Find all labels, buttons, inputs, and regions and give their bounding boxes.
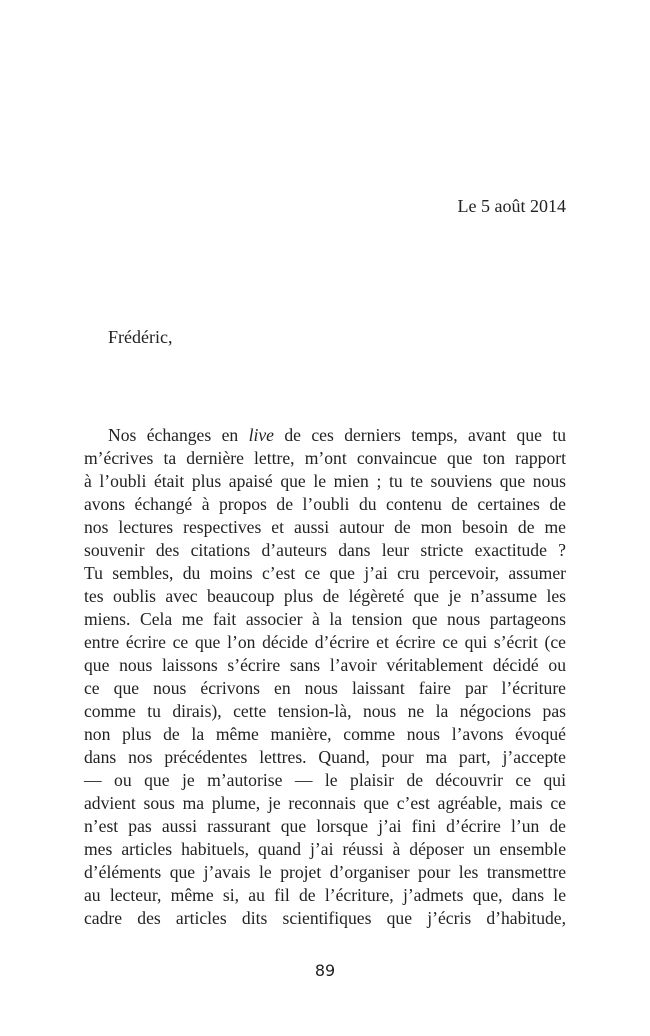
page-number: 89 [314, 961, 336, 980]
body-line: non plus de la même manière, comme nous l’avons évoqué [84, 724, 566, 744]
body-line-text: de ces derniers temps, avant que tu [273, 425, 566, 445]
body-line: m’écrives ta dernière lettre, m’ont convaincue que ton rapport [84, 448, 566, 468]
body-line: ce que nous écrivons en nous laissant faire par l’écriture [84, 678, 566, 698]
body-line: miens. Cela me fait associer à la tension que nous partageons [84, 609, 566, 629]
body-line: cadre des articles dits scientifiques que j’écris d’habitude, [84, 908, 566, 928]
letter-body [84, 424, 566, 930]
body-line: advient sous ma plume, je reconnais que c’est agréable, mais ce [84, 793, 566, 813]
body-line: comme tu dirais), cette tension-là, nous ne la négocions pas [84, 701, 566, 721]
body-line: nos lectures respectives et aussi autour de mon besoin de me [84, 517, 566, 537]
body-line: n’est pas aussi rassurant que lorsque j’ai fini d’écrire l’un de [84, 816, 566, 836]
body-line: tes oublis avec beaucoup plus de légèreté que je n’assume les [84, 586, 566, 606]
body-line: avons échangé à propos de l’oubli du contenu de certaines de [84, 494, 566, 514]
body-line: — ou que je m’autorise — le plaisir de découvrir ce qui [84, 770, 566, 790]
body-line: dans nos précédentes lettres. Quand, pour ma part, j’accepte [84, 747, 566, 767]
body-line: souvenir des citations d’auteurs dans leur stricte exactitude ? [84, 540, 566, 560]
body-line: mes articles habituels, quand j’ai réussi à déposer un ensemble [84, 839, 566, 859]
body-line: d’éléments que j’avais le projet d’organiser pour les transmettre [84, 862, 566, 882]
letter-date: Le 5 août 2014 [457, 196, 566, 216]
body-line: que nous laissons s’écrire sans l’avoir véritablement décidé ou [84, 655, 566, 675]
body-line: au lecteur, même si, au fil de l’écriture, j’admets que, dans le [84, 885, 566, 905]
italic-word: live [248, 425, 274, 445]
body-line-text: Nos échanges en [108, 425, 249, 445]
body-line: à l’oubli était plus apaisé que le mien ; tu te souviens que nous [84, 471, 566, 491]
body-line: entre écrire ce que l’on décide d’écrire et écrire ce qui s’écrit (ce [84, 632, 566, 652]
body-line [84, 424, 566, 447]
letter-salutation: Frédéric, [108, 327, 173, 347]
body-line: Tu sembles, du moins c’est ce que j’ai cru percevoir, assumer [84, 563, 566, 583]
